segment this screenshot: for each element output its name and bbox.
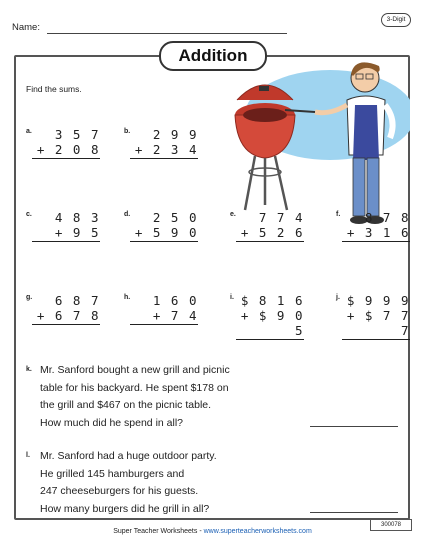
addend-bottom: + 6 7 8 <box>32 308 100 325</box>
problem-label: e. <box>230 211 236 218</box>
addend-top: 3 5 7 <box>54 127 100 142</box>
addend-bottom: + 3 1 6 <box>342 225 410 242</box>
word-problem-k <box>40 362 310 432</box>
problem-label: b. <box>124 128 131 135</box>
addend-bottom: + 5 9 0 <box>130 225 198 242</box>
problem-label: i. <box>230 294 234 301</box>
word-problem-label: l. <box>26 452 30 459</box>
wp-line: He grilled 145 hamburgers and <box>40 467 185 480</box>
addition-problem <box>236 210 304 242</box>
addition-problem <box>130 127 198 159</box>
addend-top: 8 7 8 <box>364 210 410 225</box>
problem-label: g. <box>26 294 33 301</box>
footer-url[interactable]: www.superteacherworksheets.com <box>203 528 312 535</box>
addend-bottom: + 2 3 4 <box>130 142 198 159</box>
addend-bottom: + $ 9 0 5 <box>236 308 304 340</box>
wp-line: Mr. Sanford had a huge outdoor party. <box>40 450 217 462</box>
addition-problem <box>32 293 100 325</box>
footer-sep: - <box>197 528 204 535</box>
wp-line: How much did he spend in all? <box>40 416 184 429</box>
problem-label: a. <box>26 128 32 135</box>
answer-line-l[interactable] <box>310 512 398 513</box>
level-badge: 3-Digit <box>381 13 411 27</box>
addition-problem <box>342 293 410 340</box>
addition-problem <box>130 210 198 242</box>
answer-line-k[interactable] <box>310 426 398 427</box>
footer-brand: Super Teacher Worksheets <box>113 528 198 535</box>
wp-line: table for his backyard. He spent $178 on <box>40 381 229 394</box>
grill-chef-illustration <box>215 60 410 235</box>
page-title: Addition <box>159 41 267 71</box>
word-problem-label: k. <box>26 366 32 373</box>
word-problem-l <box>40 448 310 518</box>
worksheet-code: 300078 <box>370 519 412 531</box>
addend-bottom: + 7 4 <box>130 308 198 325</box>
addend-bottom: + 2 0 8 <box>32 142 100 159</box>
addition-problem <box>236 293 304 340</box>
problem-label: h. <box>124 294 131 301</box>
addition-problem <box>32 210 100 242</box>
addend-top: 2 9 9 <box>152 127 198 142</box>
addition-problem <box>342 210 410 242</box>
problem-label: d. <box>124 211 131 218</box>
addend-top: $ 8 1 6 <box>240 293 304 308</box>
addend-top: $ 9 9 9 <box>346 293 410 308</box>
problem-label: c. <box>26 211 32 218</box>
addend-bottom: + 9 5 <box>32 225 100 242</box>
wp-line: How many burgers did he grill in all? <box>40 502 210 515</box>
name-label: Name: <box>12 22 40 33</box>
footer <box>0 528 425 535</box>
problem-label: j. <box>336 294 340 301</box>
addend-top: 4 8 3 <box>54 210 100 225</box>
wp-line: Mr. Sanford bought a new grill and picnic <box>40 364 230 376</box>
problem-label: f. <box>336 211 341 218</box>
addend-bottom: + $ 7 7 7 <box>342 308 410 340</box>
name-line[interactable] <box>47 33 287 34</box>
addend-bottom: + 5 2 6 <box>236 225 304 242</box>
instructions: Find the sums. <box>26 84 82 94</box>
addition-problem <box>32 127 100 159</box>
addend-top: 2 5 0 <box>152 210 198 225</box>
addition-problem <box>130 293 198 325</box>
wp-line: the grill and $467 on the picnic table. <box>40 399 212 411</box>
wp-line: 247 cheeseburgers for his guests. <box>40 485 199 497</box>
addend-top: 7 7 4 <box>258 210 304 225</box>
addend-top: 1 6 0 <box>152 293 198 308</box>
addend-top: 6 8 7 <box>54 293 100 308</box>
